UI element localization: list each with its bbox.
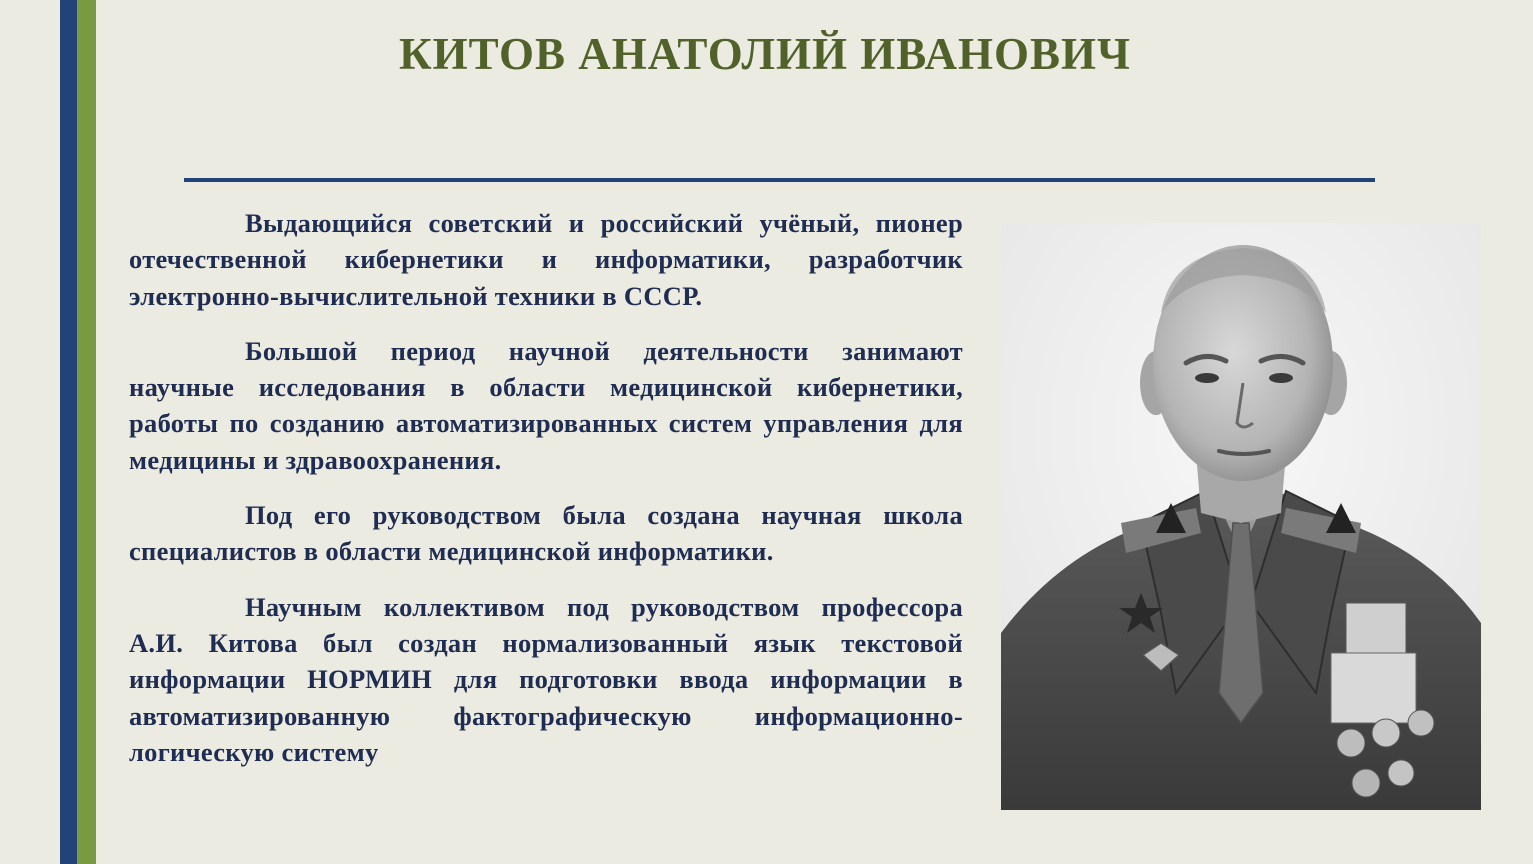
left-accent-bar-green <box>77 0 96 864</box>
slide-title: КИТОВ АНАТОЛИЙ ИВАНОВИЧ <box>398 29 1132 79</box>
title-divider <box>184 178 1375 182</box>
portrait-photo <box>1001 223 1481 810</box>
paragraph-1: Выдающийся советский и российский учёный, пионер отечественной кибернетики и информатики, разработчик электронно-вычислительной техники в СССР. <box>129 208 963 311</box>
paragraph-3: Под его руководством была создана научная школа специалистов в области медицинской информатики. <box>129 500 963 567</box>
paragraph-2: Большой период научной деятельности занимают научные исследования в области медицинской кибернетики, работы по созданию автоматизированных систем управления для медицины и здравоохранения. <box>129 335 963 475</box>
left-accent-bar-blue <box>60 0 77 864</box>
slide-body <box>129 205 963 864</box>
paragraph-4: Научным коллективом под руководством профессора А.И. Китова был создан нормализованный язык текстовой информации НОРМИН для подготовки ввода информации в автоматизированную фактографическую информационно-логическую систему <box>129 591 963 767</box>
